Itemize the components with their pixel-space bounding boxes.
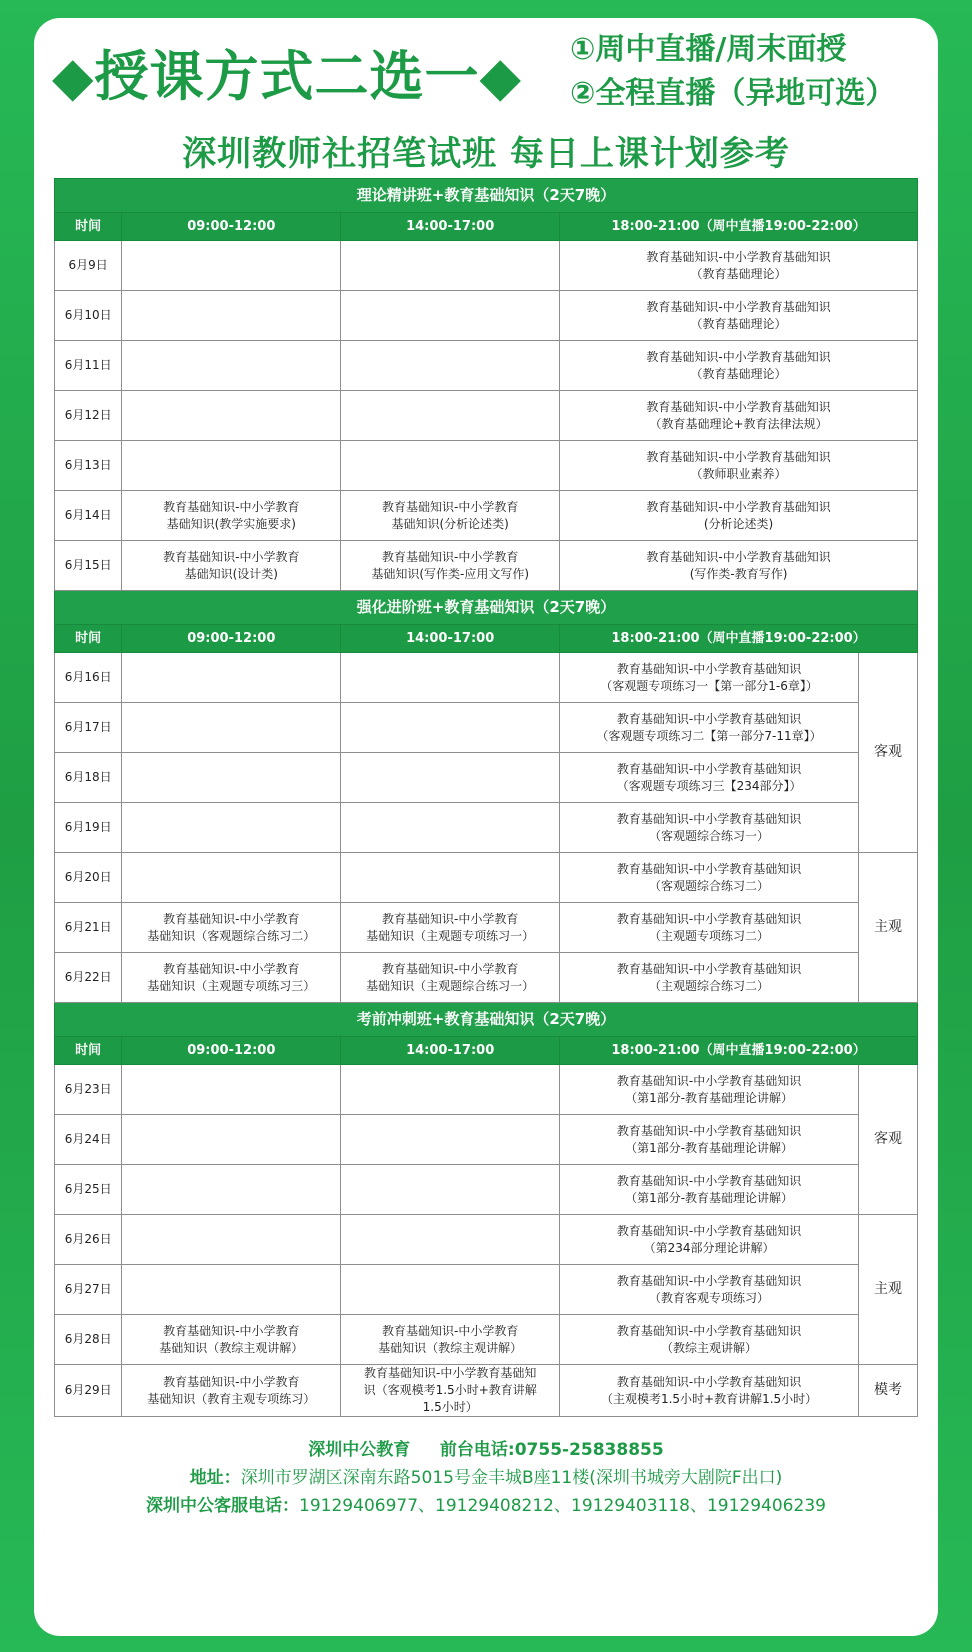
date-cell: 6月25日 xyxy=(55,1165,122,1215)
evening-cell: 教育基础知识-中小学教育基础知识 (分析论述类) xyxy=(560,491,918,541)
date-cell: 6月19日 xyxy=(55,803,122,853)
schedule-table xyxy=(54,178,918,1417)
column-header-row xyxy=(55,625,918,653)
afternoon-cell xyxy=(341,291,560,341)
evening-cell: 教育基础知识-中小学教育基础知识 （教育基础理论+教育法律法规） xyxy=(560,391,918,441)
afternoon-cell xyxy=(341,1065,560,1115)
date-cell: 6月24日 xyxy=(55,1115,122,1165)
afternoon-cell xyxy=(341,441,560,491)
col-afternoon-header: 14:00-17:00 xyxy=(341,1037,560,1065)
afternoon-cell: 教育基础知识-中小学教育 基础知识（教综主观讲解） xyxy=(341,1315,560,1365)
table-row xyxy=(55,703,918,753)
table-row xyxy=(55,803,918,853)
date-cell: 6月26日 xyxy=(55,1215,122,1265)
table-row xyxy=(55,341,918,391)
section-title: 理论精讲班+教育基础知识（2天7晚） xyxy=(55,179,918,213)
col-time-header: 时间 xyxy=(55,625,122,653)
morning-cell xyxy=(122,441,341,491)
date-cell: 6月21日 xyxy=(55,903,122,953)
evening-cell: 教育基础知识-中小学教育基础知识 （教育基础理论） xyxy=(560,291,918,341)
table-row xyxy=(55,753,918,803)
column-header-row xyxy=(55,1037,918,1065)
evening-cell: 教育基础知识-中小学教育基础知识 （第1部分-教育基础理论讲解） xyxy=(560,1165,859,1215)
table-row xyxy=(55,291,918,341)
category-cell: 客观 xyxy=(858,1065,917,1215)
teaching-options xyxy=(570,28,895,116)
morning-cell xyxy=(122,291,341,341)
col-morning-header: 09:00-12:00 xyxy=(122,1037,341,1065)
date-cell: 6月12日 xyxy=(55,391,122,441)
date-cell: 6月20日 xyxy=(55,853,122,903)
date-cell: 6月15日 xyxy=(55,541,122,591)
header xyxy=(34,18,938,136)
afternoon-cell xyxy=(341,341,560,391)
date-cell: 6月17日 xyxy=(55,703,122,753)
front-desk-phone: 0755-25838855 xyxy=(514,1440,664,1460)
table-row xyxy=(55,1265,918,1315)
date-cell: 6月14日 xyxy=(55,491,122,541)
date-cell: 6月22日 xyxy=(55,953,122,1003)
category-cell: 主观 xyxy=(858,853,917,1003)
col-afternoon-header: 14:00-17:00 xyxy=(341,213,560,241)
option-1: ①周中直播/周末面授 xyxy=(570,32,847,67)
afternoon-cell: 教育基础知识-中小学教育基础知 识（客观模考1.5小时+教育讲解 1.5小时） xyxy=(341,1365,560,1417)
address-label: 地址： xyxy=(189,1468,241,1488)
afternoon-cell xyxy=(341,1165,560,1215)
section-title-row xyxy=(55,591,918,625)
afternoon-cell xyxy=(341,753,560,803)
morning-cell: 教育基础知识-中小学教育 基础知识（主观题专项练习三） xyxy=(122,953,341,1003)
morning-cell xyxy=(122,653,341,703)
section-title: 强化进阶班+教育基础知识（2天7晚） xyxy=(55,591,918,625)
evening-cell: 教育基础知识-中小学教育基础知识 （教育基础理论） xyxy=(560,241,918,291)
date-cell: 6月16日 xyxy=(55,653,122,703)
table-row xyxy=(55,1165,918,1215)
col-evening-header: 18:00-21:00（周中直播19:00-22:00） xyxy=(560,1037,918,1065)
col-time-header: 时间 xyxy=(55,1037,122,1065)
morning-cell: 教育基础知识-中小学教育 基础知识（客观题综合练习二） xyxy=(122,903,341,953)
column-header-row xyxy=(55,213,918,241)
col-evening-header: 18:00-21:00（周中直播19:00-22:00） xyxy=(560,213,918,241)
evening-cell: 教育基础知识-中小学教育基础知识 (写作类-教育写作) xyxy=(560,541,918,591)
morning-cell: 教育基础知识-中小学教育 基础知识(设计类) xyxy=(122,541,341,591)
section-title-row xyxy=(55,179,918,213)
evening-cell: 教育基础知识-中小学教育基础知识 （客观题专项练习三【234部分】） xyxy=(560,753,859,803)
evening-cell: 教育基础知识-中小学教育基础知识 （客观题综合练习二） xyxy=(560,853,859,903)
evening-cell: 教育基础知识-中小学教育基础知识 （主观题综合练习二） xyxy=(560,953,859,1003)
section-title: 考前冲刺班+教育基础知识（2天7晚） xyxy=(55,1003,918,1037)
morning-cell xyxy=(122,1065,341,1115)
morning-cell xyxy=(122,1265,341,1315)
afternoon-cell xyxy=(341,391,560,441)
date-cell: 6月18日 xyxy=(55,753,122,803)
section-title-row xyxy=(55,1003,918,1037)
morning-cell xyxy=(122,1165,341,1215)
main-title: ◆授课方式二选一◆ xyxy=(52,45,523,108)
table-row xyxy=(55,903,918,953)
table-row xyxy=(55,441,918,491)
date-cell: 6月13日 xyxy=(55,441,122,491)
morning-cell xyxy=(122,341,341,391)
address: 深圳市罗湖区深南东路5015号金丰城B座11楼(深圳书城旁大剧院F出口) xyxy=(240,1468,783,1488)
evening-cell: 教育基础知识-中小学教育基础知识 （教师职业素养） xyxy=(560,441,918,491)
subtitle: 深圳教师社招笔试班 每日上课计划参考 xyxy=(182,134,790,174)
table-row xyxy=(55,391,918,441)
table-row xyxy=(55,541,918,591)
afternoon-cell xyxy=(341,853,560,903)
afternoon-cell xyxy=(341,1215,560,1265)
evening-cell: 教育基础知识-中小学教育基础知识 （教综主观讲解） xyxy=(560,1315,859,1365)
category-cell: 模考 xyxy=(858,1365,917,1417)
evening-cell: 教育基础知识-中小学教育基础知识 （第1部分-教育基础理论讲解） xyxy=(560,1115,859,1165)
afternoon-cell: 教育基础知识-中小学教育 基础知识（主观题综合练习一） xyxy=(341,953,560,1003)
table-row xyxy=(55,1365,918,1417)
evening-cell: 教育基础知识-中小学教育基础知识 （教育客观专项练习） xyxy=(560,1265,859,1315)
phone-label: 前台电话: xyxy=(439,1440,515,1460)
afternoon-cell xyxy=(341,803,560,853)
table-row xyxy=(55,953,918,1003)
date-cell: 6月28日 xyxy=(55,1315,122,1365)
col-evening-header: 18:00-21:00（周中直播19:00-22:00） xyxy=(560,625,918,653)
afternoon-cell: 教育基础知识-中小学教育 基础知识(分析论述类) xyxy=(341,491,560,541)
morning-cell: 教育基础知识-中小学教育 基础知识（教综主观讲解） xyxy=(122,1315,341,1365)
table-row xyxy=(55,1315,918,1365)
evening-cell: 教育基础知识-中小学教育基础知识 （主观模考1.5小时+教育讲解1.5小时） xyxy=(560,1365,859,1417)
morning-cell xyxy=(122,803,341,853)
afternoon-cell xyxy=(341,1115,560,1165)
date-cell: 6月23日 xyxy=(55,1065,122,1115)
morning-cell: 教育基础知识-中小学教育 基础知识（教育主观专项练习） xyxy=(122,1365,341,1417)
table-row xyxy=(55,241,918,291)
table-row xyxy=(55,853,918,903)
evening-cell: 教育基础知识-中小学教育基础知识 （主观题专项练习二） xyxy=(560,903,859,953)
footer-service xyxy=(34,1492,938,1520)
evening-cell: 教育基础知识-中小学教育基础知识 （第1部分-教育基础理论讲解） xyxy=(560,1065,859,1115)
col-morning-header: 09:00-12:00 xyxy=(122,213,341,241)
afternoon-cell xyxy=(341,1265,560,1315)
morning-cell xyxy=(122,241,341,291)
evening-cell: 教育基础知识-中小学教育基础知识 （第234部分理论讲解） xyxy=(560,1215,859,1265)
poster-card xyxy=(34,18,938,1636)
evening-cell: 教育基础知识-中小学教育基础知识 （客观题专项练习二【第一部分7-11章】） xyxy=(560,703,859,753)
footer-address xyxy=(34,1464,938,1492)
afternoon-cell xyxy=(341,653,560,703)
table-row xyxy=(55,491,918,541)
afternoon-cell: 教育基础知识-中小学教育 基础知识(写作类-应用文写作) xyxy=(341,541,560,591)
morning-cell xyxy=(122,391,341,441)
col-morning-header: 09:00-12:00 xyxy=(122,625,341,653)
option-2: ②全程直播（异地可选） xyxy=(570,76,896,111)
date-cell: 6月9日 xyxy=(55,241,122,291)
afternoon-cell xyxy=(341,241,560,291)
col-time-header: 时间 xyxy=(55,213,122,241)
morning-cell xyxy=(122,753,341,803)
morning-cell xyxy=(122,703,341,753)
afternoon-cell xyxy=(341,703,560,753)
date-cell: 6月29日 xyxy=(55,1365,122,1417)
date-cell: 6月10日 xyxy=(55,291,122,341)
org-name: 深圳中公教育 xyxy=(308,1440,411,1460)
col-afternoon-header: 14:00-17:00 xyxy=(341,625,560,653)
footer xyxy=(34,1436,938,1520)
footer-contact xyxy=(34,1436,938,1464)
category-cell: 客观 xyxy=(858,653,917,853)
evening-cell: 教育基础知识-中小学教育基础知识 （客观题综合练习一） xyxy=(560,803,859,853)
service-label: 深圳中公客服电话： xyxy=(146,1496,300,1516)
morning-cell xyxy=(122,1215,341,1265)
evening-cell: 教育基础知识-中小学教育基础知识 （客观题专项练习一【第一部分1-6章】） xyxy=(560,653,859,703)
morning-cell xyxy=(122,1115,341,1165)
date-cell: 6月11日 xyxy=(55,341,122,391)
category-cell: 主观 xyxy=(858,1215,917,1365)
date-cell: 6月27日 xyxy=(55,1265,122,1315)
table-row xyxy=(55,1215,918,1265)
table-row xyxy=(55,653,918,703)
table-row xyxy=(55,1115,918,1165)
table-row xyxy=(55,1065,918,1115)
morning-cell: 教育基础知识-中小学教育 基础知识(教学实施要求) xyxy=(122,491,341,541)
afternoon-cell: 教育基础知识-中小学教育 基础知识（主观题专项练习一） xyxy=(341,903,560,953)
service-phones: 19129406977、19129408212、19129403118、19129406239 xyxy=(299,1496,826,1516)
evening-cell: 教育基础知识-中小学教育基础知识 （教育基础理论） xyxy=(560,341,918,391)
morning-cell xyxy=(122,853,341,903)
